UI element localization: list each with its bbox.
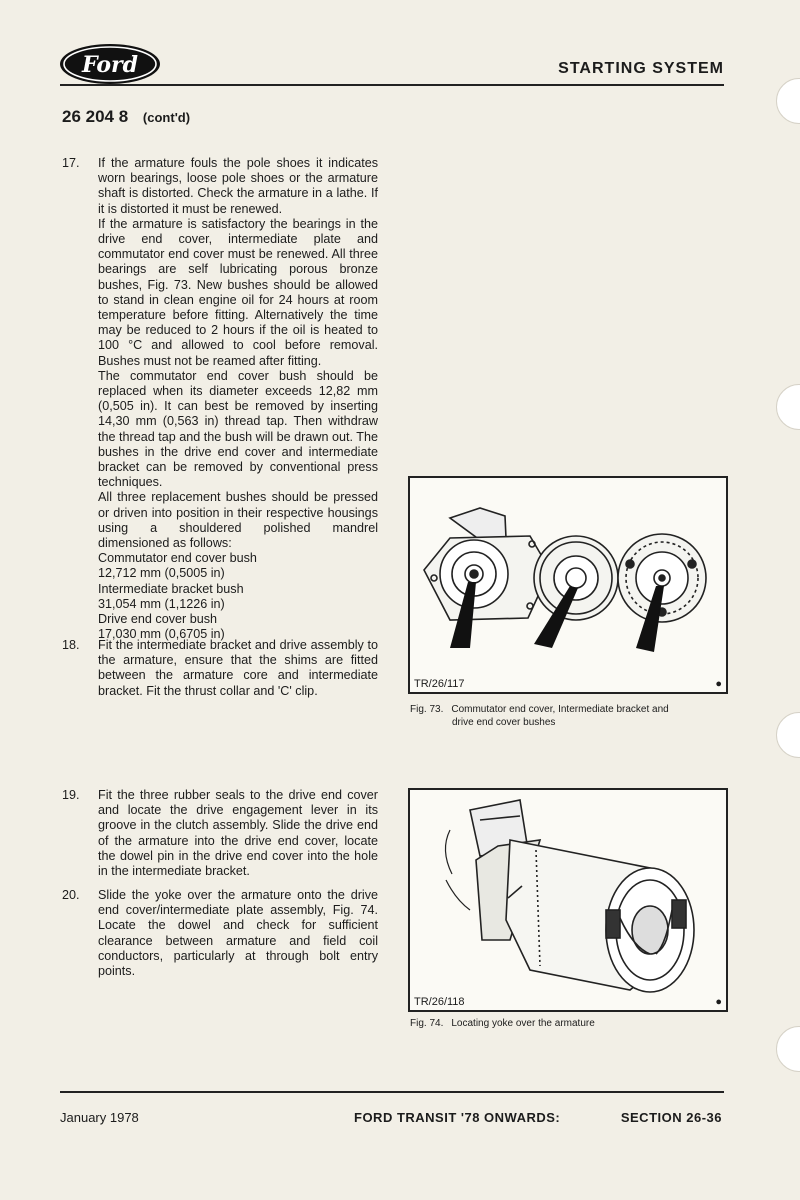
caption-label: Fig. 73. [410,704,444,715]
bush-name: Drive end cover bush [98,612,218,627]
procedure-reference [62,107,190,127]
figure-ref: TR/26/117 [414,678,465,690]
yoke-illustration [410,790,726,1010]
step-19 [62,788,378,879]
footer-rule [60,1091,724,1093]
step-number: 20. [62,888,80,902]
footer-section: SECTION 26-36 [620,1110,722,1125]
step-body [98,638,378,699]
step-number: 17. [62,156,80,170]
step-paragraph: If the armature is satisfactory the bearings in the drive end cover, intermediate plate and commutator end cover must be renewed. All three bearings are self lubricating porous bronze bushes, Fig. 73. New bushes should be allowed to stand in clean engine oil for 24 hours at room temperature before fitting. Alternatively the time may be reduced to 2 hours if the oil is heated to 100 °C and allowed to cool before removal. Bushes must not be reamed after fitting. [98,216,378,368]
step-body [98,156,378,643]
bush-illustration [410,478,726,692]
caption-text: drive end cover bushes [452,716,556,728]
step-number: 19. [62,788,80,802]
section-title: STARTING SYSTEM [558,60,724,77]
step-17 [62,156,378,643]
step-paragraph: Fit the intermediate bracket and drive assembly to the armature, ensure that the shims are fitted between the armature core and intermediate bracket. Fit the thrust collar and 'C' clip. [98,638,378,698]
bush-name: Intermediate bracket bush [98,581,244,596]
punch-hole [776,712,800,758]
punch-hole [776,384,800,430]
figure-73-caption [410,704,710,729]
step-paragraph: Fit the three rubber seals to the drive end cover and locate the drive engagement lever in its groove in the clutch assembly. Slide the drive end of the armature into the drive end cover, locate the dowel pin in the drive end cover into the hole in the intermediate bracket. [98,788,378,879]
figure-74 [408,788,728,1012]
step-paragraph: The commutator end cover bush should be replaced when its diameter exceeds 12,82 mm (0,505 in). It can best be removed by inserting 14,30 mm (0,563 in) thread tap. Then withdraw the thread tap and the bush will be drawn out. The bushes in the drive end cover and intermediate bracket can be removed by conventional press techniques. [98,368,378,490]
caption-label: Fig. 74. [410,1018,444,1029]
ford-mark-icon: ● [715,996,722,1008]
reference-suffix: (cont'd) [142,110,191,125]
reference-number: 26 204 8 [62,107,129,126]
bush-dimension: 31,054 mm (1,1226 in) [98,596,225,611]
bush-name: Commutator end cover bush [98,551,257,566]
header-rule [60,84,724,86]
punch-hole [776,78,800,124]
figure-ref: TR/26/118 [414,996,465,1008]
step-paragraph: Slide the yoke over the armature onto the drive end cover/intermediate plate assembly, Fig. 74. Locate the dowel and check for sufficient clearance between armature and field coil conductors, particularly at through bolt entry points. [98,888,378,979]
footer-title: FORD TRANSIT '78 ONWARDS: [354,1110,561,1125]
caption-text: Locating yoke over the armature [451,1018,595,1029]
ford-logo [58,42,162,86]
step-number: 18. [62,638,80,652]
figure-74-caption [410,1018,710,1031]
ford-mark-icon: ● [715,678,722,690]
caption-text: Commutator end cover, Intermediate bracket and [451,704,669,715]
step-18 [62,638,378,699]
logo-text: Ford [81,52,139,78]
bush-dimension: 12,712 mm (0,5005 in) [98,566,225,581]
step-paragraph: If the armature fouls the pole shoes it indicates worn bearings, loose pole shoes or the armature shaft is distorted. Check the armature in a lathe. If it is distorted it must be renewed. [98,156,378,216]
footer-date: January 1978 [60,1110,139,1125]
figure-73 [408,476,728,694]
punch-hole [776,1026,800,1072]
bush-dimension: 17,030 mm (0,6705 in) [98,627,225,642]
step-body [98,788,378,879]
step-body [98,888,378,979]
step-paragraph: All three replacement bushes should be pressed or driven into position in their respective housings using a shouldered polished mandrel dimensioned as follows: [98,490,378,551]
step-20 [62,888,378,979]
